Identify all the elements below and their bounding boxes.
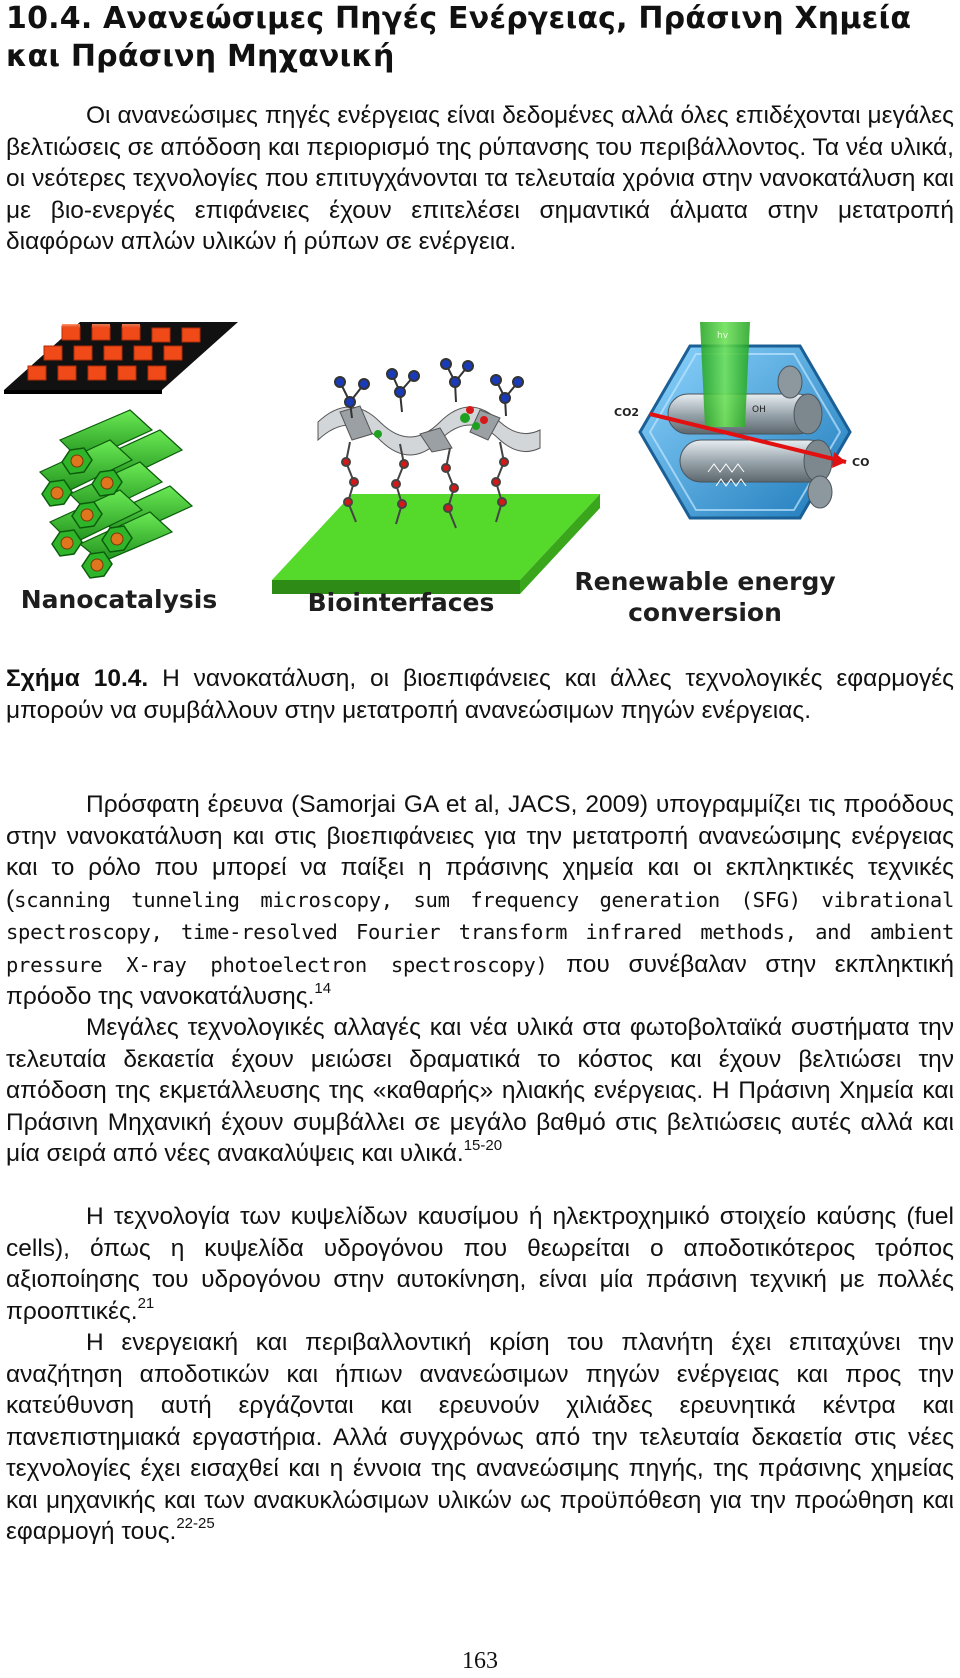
paragraph-photovoltaics-text: Μεγάλες τεχνολογικές αλλαγές και νέα υλικά στα φωτοβολταϊκά συστήματα την τελευταία δεκαετία έχουν μειώσει δραματικά το κόστος και έχουν βελτιώσει την απόδοση της εκμετάλλευσης της «καθαρής» ηλιακής ενέργειας. Η Πράσινη Χημεία και Πράσινη Μηχανική έχουν συμβάλλει σε μεγάλο βαθμό στις βελτιώσεις αυτές αλλά και μία σειρά από νέες ανακαλύψεις και υλικά. — [6, 1014, 954, 1167]
figure-caption — [6, 663, 954, 726]
reference-22-25: 22-25 — [176, 1515, 215, 1532]
paragraph-research — [6, 789, 954, 1013]
figure-10-4 — [0, 322, 960, 667]
figure-label-biointerfaces: Biointerfaces — [307, 588, 495, 617]
paragraph-energy-crisis-text: Η ενεργειακή και περιβαλλοντική κρίση του πλανήτη έχει επιταχύνει την αναζήτηση αποδοτικών και ήπιων ανανεώσιμων πηγών ενέργειας και προς την κατεύθυνση αυτή εργάζονται και ερευνούν χιλιάδες ερευνητικά κέντρα και πανεπιστημιακά εργαστήρια. Αλλά συγχρόνως από την τελευταία δεκαετία στις νέες τεχνολογίες έχει εισαχθεί και η έννοια της ανανεώσιμης πηγής, της πράσινης χημείας και μηχανικής και των ανακυκλώσιμων υλικών ως προϋπόθεση για την προώθηση και εφαρμογή τους. — [6, 1329, 954, 1545]
renewable-energy-diagram — [614, 322, 869, 518]
reference-21: 21 — [137, 1294, 155, 1312]
reference-14: 14 — [314, 980, 332, 997]
paragraph-energy-crisis — [6, 1327, 954, 1548]
paragraph-photovoltaics — [6, 1012, 954, 1170]
paragraph-intro-text: Οι ανανεώσιμες πηγές ενέργειας είναι δεδομένες αλλά όλες επιδέχονται μεγάλες βελτιώσεις σε απόδοση και περιορισμό της ρύπανσης του περιβάλλοντος. Τα νέα υλικά, οι νεότερες τεχνολογίες που επιτυγχάνονται τα τελευταία χρόνια στην νανοκατάλυση και με βιο-ενεργές επιφάνειες έχουν επιτελέσει σημαντικά άλματα στην μετατροπή διαφόρων απλών υλικών ή ρύπων σε ενέργεια. — [6, 102, 954, 255]
label-hv: hv — [717, 331, 729, 341]
figure-label-renewable-line1: Renewable energy — [574, 567, 836, 596]
figure-caption-text: Η νανοκατάλυση, οι βιοεπιφάνειες και άλλες τεχνολογικές εφαρμογές μπορούν να συμβάλλουν στην μετατροπή ανανεώσιμων πηγών ενέργειας. — [6, 665, 954, 724]
paragraph-research-techniques: scanning tunneling microscopy, sum frequency generation (SFG) vibrational spectroscopy, time-resolved Fourier transform infrared methods, and ambient pressure X-ray photoelectron spectroscopy) — [6, 887, 954, 977]
label-co: CO — [852, 456, 870, 469]
label-co2: CO2 — [614, 406, 640, 419]
section-title: 10.4. Ανανεώσιμες Πηγές Ενέργειας, Πράσινη Χημεία και Πράσινη Μηχανική — [6, 1, 912, 74]
figure-label-nanocatalysis: Nanocatalysis — [20, 585, 218, 614]
paragraph-fuel-cells-text: Η τεχνολογία των κυψελίδων καυσίμου ή ηλεκτροχημικό στοιχείο καύσης (fuel cells), όπως η κυψελίδα υδρογόνου που θεωρείται ο αποδοτικότερος τρόπος αξιοποίησης του υδρογόνου στην αυτοκίνηση, είναι μία πράσινη τεχνική με πολλές προοπτικές. — [6, 1203, 954, 1325]
paragraph-research-end: που συνέβαλαν στην εκπληκτική πρόοδο της νανοκατάλυσης. — [6, 950, 954, 1010]
figure-caption-lead: Σχήμα 10.4. — [6, 665, 149, 692]
label-oh: OH — [752, 405, 766, 415]
page-number: 163 — [462, 1648, 498, 1674]
paragraph-research-start: Πρόσφατη έρευνα (Samorjai GA et al, JACS, 2009) υπογραμμίζει τις προόδους στην νανοκατάλυση και στις βιοεπιφάνειες για την μετατροπή ανανεώσιμης ενέργειας και το ρόλο που μπορεί να παίξει η πράσινης χημεία και οι εκπληκτικές τεχνικές ( — [6, 791, 954, 913]
figure-label-renewable-line2: conversion — [628, 598, 782, 627]
paragraph-fuel-cells — [6, 1201, 954, 1327]
reference-15-20: 15-20 — [463, 1137, 503, 1154]
nanocatalysis-diagram — [4, 322, 238, 578]
paragraph-intro — [6, 100, 954, 258]
biointerfaces-diagram — [272, 359, 600, 594]
